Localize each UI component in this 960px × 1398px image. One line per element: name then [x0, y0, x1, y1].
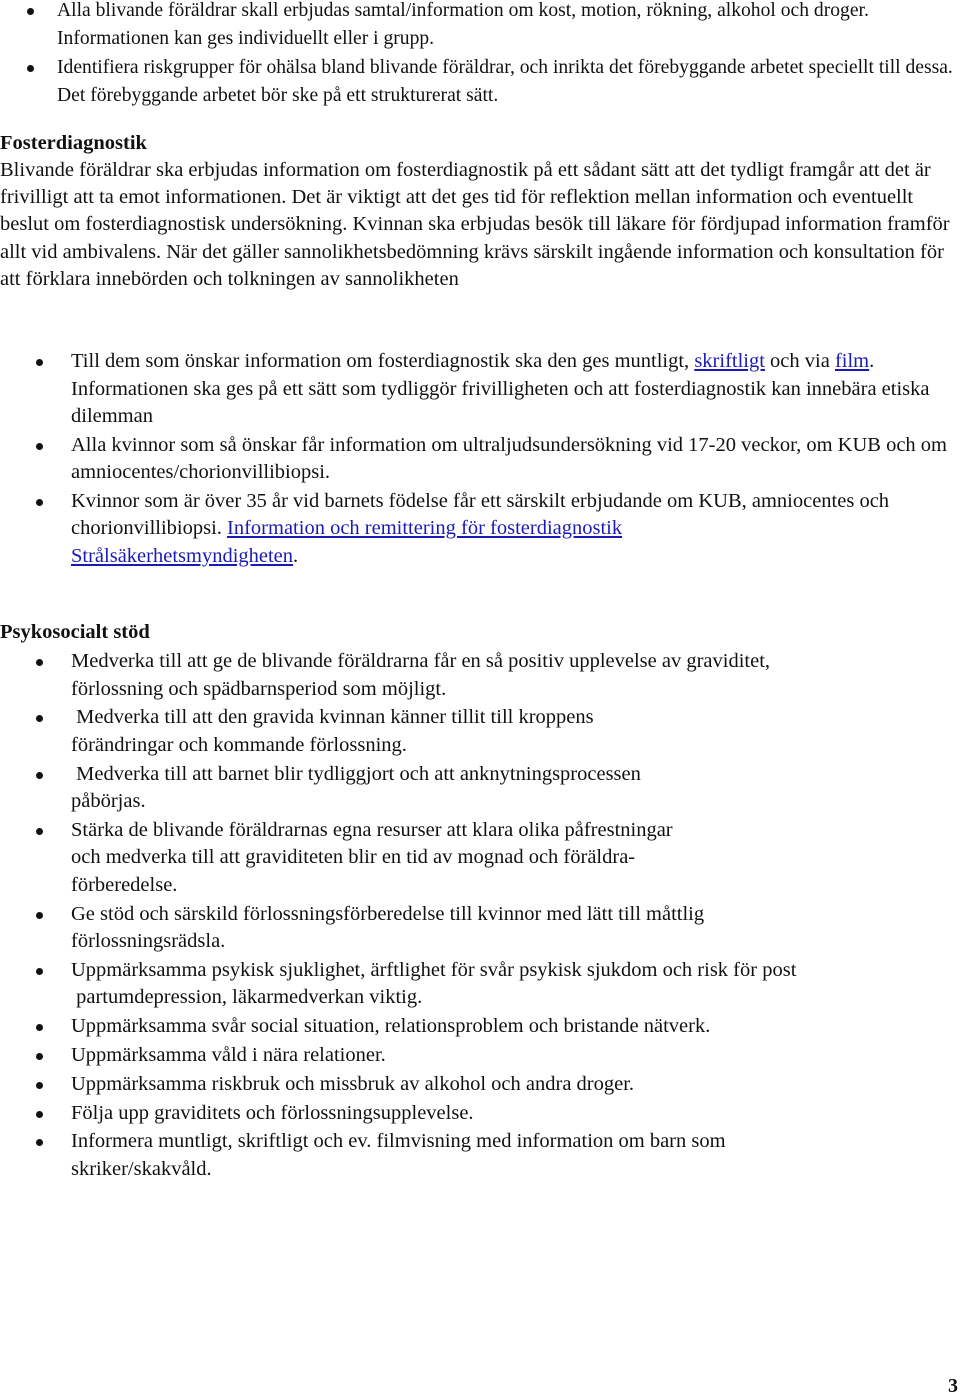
list-item: Uppmärksamma riskbruk och missbruk av alkohol och andra droger. — [0, 1071, 960, 1099]
fosterdiagnostik-paragraph: Blivande föräldrar ska erbjudas information om fosterdiagnostik på ett sådant sätt att det tydligt framgår att det är frivilligt att ta emot informationen. Det är viktigt att det ges tid för reflektion mellan information och eventuellt beslut om fosterdiagnostisk undersökning. Kvinnan ska erbjudas besök till läkare för fördjupad information framför allt vid ambivalens. När det gäller sannolikhetsbedömning krävs särskilt ingående information och konsultation för att förklara innebörden och tolkningen av sannolikheten — [0, 159, 950, 290]
list-item: Alla kvinnor som så önskar får information om ultraljudsundersökning vid 17-20 veckor, om KUB och om amniocentes/chorionvillibiopsi. — [0, 432, 960, 487]
bullet-icon — [27, 65, 34, 72]
psykosocialt-bullet-list — [0, 648, 960, 1183]
list-item: Uppmärksamma psykisk sjuklighet, ärftlighet för svår psykisk sjukdom och risk för post partumdepression, läkarmedverkan viktig. — [0, 957, 960, 1012]
link-stralsakerhetsmyndigheten[interactable]: Strålsäkerhetsmyndigheten — [71, 544, 294, 567]
list-item: Ge stöd och särskild förlossningsförberedelse till kvinnor med lätt till måttlig förlossningsrädsla. — [0, 901, 960, 956]
page-number: 3 — [948, 1375, 958, 1397]
link-film[interactable]: film — [834, 350, 870, 372]
bullet-icon — [36, 1082, 43, 1089]
list-item: Medverka till att ge de blivande föräldrarna får en så positiv upplevelse av graviditet, förlossning och spädbarnsperiod som möjligt. — [0, 648, 960, 703]
list-item: Stärka de blivande föräldrarnas egna resurser att klara olika påfrestningar och medverka till att graviditeten blir en tid av mognad och föräldra- förberedelse. — [0, 817, 960, 900]
list-item: Följa upp graviditets och förlossningsupplevelse. — [0, 1100, 960, 1128]
bullet-icon — [36, 359, 43, 366]
bullet-icon — [36, 1111, 43, 1118]
link-skriftligt[interactable]: skriftligt — [694, 350, 765, 372]
section-heading-fosterdiagnostik: Fosterdiagnostik — [0, 132, 147, 154]
bullet-icon — [36, 443, 43, 450]
bullet-icon — [27, 8, 34, 15]
fosterdiagnostik-bullet-list — [0, 348, 960, 570]
list-item: Kvinnor som är över 35 år vid barnets födelse får ett särskilt erbjudande om KUB, amniocentes och chorionvillibiopsi. Information och remittering för fosterdiagnostik Strålsäkerhetsmyndigheten. — [0, 488, 960, 571]
bullet-icon — [36, 968, 43, 975]
bullet-icon — [36, 659, 43, 666]
link-information-remittering[interactable]: Information och remittering för fosterdiagnostik — [227, 517, 623, 539]
list-item: Identifiera riskgrupper för ohälsa bland blivande föräldrar, och inrikta det förebyggande arbetet speciellt till dessa. Det förebyggande arbetet bör ske på ett strukturerat sätt. — [0, 54, 960, 110]
section-heading-psykosocialt: Psykosocialt stöd — [0, 621, 150, 643]
list-item: Till dem som önskar information om fosterdiagnostik ska den ges muntligt, skriftligt och via film. Informationen ska ges på ett sätt som tydliggör frivilligheten och att fosterdiagnostik kan innebära etiska dilemman — [0, 348, 960, 431]
intro-bullet-list — [0, 0, 960, 110]
bullet-icon — [36, 1053, 43, 1060]
bullet-icon — [36, 772, 43, 779]
list-item: Uppmärksamma svår social situation, relationsproblem och bristande nätverk. — [0, 1013, 960, 1041]
list-item: Medverka till att barnet blir tydliggjort och att anknytningsprocessen påbörjas. — [0, 761, 960, 816]
list-item: Uppmärksamma våld i nära relationer. — [0, 1042, 960, 1070]
bullet-icon — [36, 912, 43, 919]
bullet-icon — [36, 1024, 43, 1031]
bullet-icon — [36, 499, 43, 506]
bullet-icon — [36, 828, 43, 835]
list-item: Medverka till att den gravida kvinnan känner tillit till kroppens förändringar och kommande förlossning. — [0, 704, 960, 759]
list-item: Informera muntligt, skriftligt och ev. filmvisning med information om barn som skriker/skakvåld. — [0, 1128, 960, 1183]
bullet-icon — [36, 1139, 43, 1146]
bullet-icon — [36, 715, 43, 722]
list-item: Alla blivande föräldrar skall erbjudas samtal/information om kost, motion, rökning, alkohol och droger. Informationen kan ges individuellt eller i grupp. — [0, 0, 960, 53]
